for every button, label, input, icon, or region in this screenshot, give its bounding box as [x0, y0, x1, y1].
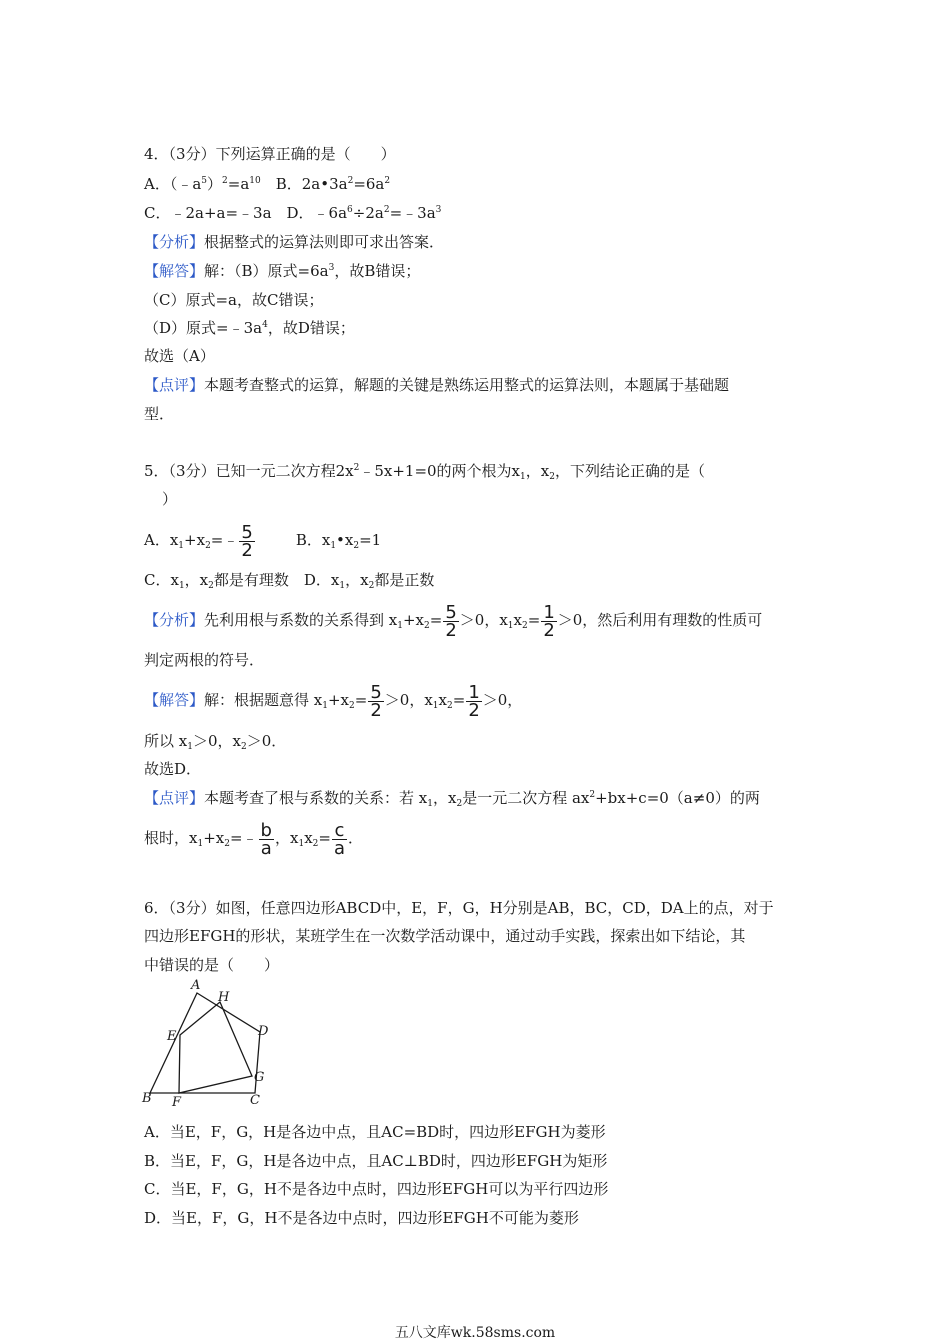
q5-comment: 【点评】本题考查了根与系数的关系：若 $x_1$，$x_2$是一元二次方程 $ax^2+bx+c=0(a\ne 0)$的两 — [144, 789, 760, 809]
fraction: $\frac{5}{2}$ — [370, 681, 382, 721]
label-a: A — [191, 978, 201, 993]
label-d: D — [258, 1024, 269, 1039]
q5-analysis-2: 判定两根的符号． — [144, 651, 265, 669]
q5-comment-2: 根时，$x_1+x_2=﹣$ $\frac{b}{a}$ ，$x_1x_2=$ $\frac{c}{a}$ ． — [144, 819, 364, 859]
q4-analysis: 【分析】根据整式的运算法则即可求出答案． — [144, 233, 445, 251]
q5-option-cd: C．$x_1$，$x_2$都是有理数 D．$x_1$，$x_2$都是正数 — [144, 571, 435, 591]
analysis-tag: 【分析】 — [144, 611, 205, 629]
q5-choose: 故选D． — [144, 760, 202, 778]
fraction: $\frac{b}{a}$ — [260, 819, 272, 859]
q5-analysis: 【分析】先利用根与系数的关系得到 $x_1+x_2=$ $\frac{5}{2}$ ＞0，$x_1x_2=$ $\frac{1}{2}$ ＞0，然后利用有理数的性质可 — [144, 601, 763, 641]
q4-options-ab: A．$(﹣a^5)^2=a^{10}$ B．$2a•3a^2=6a^2$ — [144, 175, 391, 193]
fraction: $\frac{5}{2}$ — [241, 521, 253, 561]
label-b: B — [142, 1091, 152, 1106]
q6-stem-1: 6．（3分）如图，任意四边形ABCD中，E，F，G，H分别是AB，BC，CD，DA上的点，对于 — [144, 899, 774, 917]
q6-option-b: B．当E，F，G，H是各边中点，且AC⊥BD时，四边形EFGH为矩形 — [144, 1152, 608, 1170]
q6-option-d: D．当E，F，G，H不是各边中点时，四边形EFGH不可能为菱形 — [144, 1209, 579, 1227]
comment-tag: 【点评】 — [144, 376, 205, 394]
fraction: $\frac{5}{2}$ — [445, 601, 457, 641]
label-h: H — [218, 990, 230, 1005]
q5-stem-2: ） — [162, 490, 178, 508]
quadrilateral-figure — [138, 978, 278, 1108]
q5-option-ab: A．$x_1+x_2=﹣$ $\frac{5}{2}$ B．$x_1•x_2=1$ — [144, 521, 382, 561]
q4-answer-1: 【解答】解：（B）原式$=6a^3$，故B错误； — [144, 262, 421, 280]
q6-stem-3: 中错误的是（ ） — [144, 956, 280, 974]
fraction: $\frac{1}{2}$ — [543, 601, 555, 641]
q6-option-c: C．当E，F，G，H不是各边中点时，四边形EFGH可以为平行四边形 — [144, 1180, 609, 1198]
q6-stem-2: 四边形EFGH的形状，某班学生在一次数学活动课中，通过动手实践，探索出如下结论，其 — [144, 927, 746, 945]
q5-answer: 【解答】解：根据题意得 $x_1+x_2=$ $\frac{5}{2}$ ＞0，$x_1x_2=$ $\frac{1}{2}$ ＞0， — [144, 681, 523, 721]
fraction: $\frac{1}{2}$ — [468, 681, 480, 721]
q4-answer-2: （C）原式=a，故C错误； — [144, 291, 324, 309]
fraction: $\frac{c}{a}$ — [333, 819, 345, 859]
q4-stem: 4．（3分）下列运算正确的是（ ） — [144, 145, 396, 163]
q4-choose: 故选（A） — [144, 347, 215, 365]
analysis-tag: 【分析】 — [144, 233, 205, 251]
answer-tag: 【解答】 — [144, 262, 205, 280]
answer-tag: 【解答】 — [144, 691, 205, 709]
footer-watermark: 五八文库wk.58sms.com — [394, 1325, 556, 1341]
label-g: G — [254, 1070, 265, 1085]
comment-tag: 【点评】 — [144, 789, 205, 807]
label-e: E — [167, 1029, 177, 1044]
label-f: F — [172, 1095, 182, 1108]
q5-stem: 5．（3分）已知一元二次方程$2x^2﹣5x+1=0$的两个根为$x_1$，$x_2$，下列结论正确的是（ — [144, 462, 705, 482]
q6-option-a: A．当E，F，G，H是各边中点，且AC=BD时，四边形EFGH为菱形 — [144, 1123, 606, 1141]
q4-options-cd: C．﹣2a+a=﹣3a D．$﹣6a^6\div 2a^2=﹣3a^3$ — [144, 204, 442, 222]
q4-comment-2: 型． — [144, 405, 175, 423]
label-c: C — [250, 1093, 260, 1108]
q4-answer-3: （D）原式$=﹣3a^4$，故D错误； — [144, 319, 355, 337]
q5-so: 所以 $x_1>0$，$x_2>0$． — [144, 732, 287, 752]
q4-comment: 【点评】本题考查整式的运算，解题的关键是熟练运用整式的运算法则，本题属于基础题 — [144, 376, 730, 394]
quadrilateral-efgh — [179, 1002, 252, 1093]
